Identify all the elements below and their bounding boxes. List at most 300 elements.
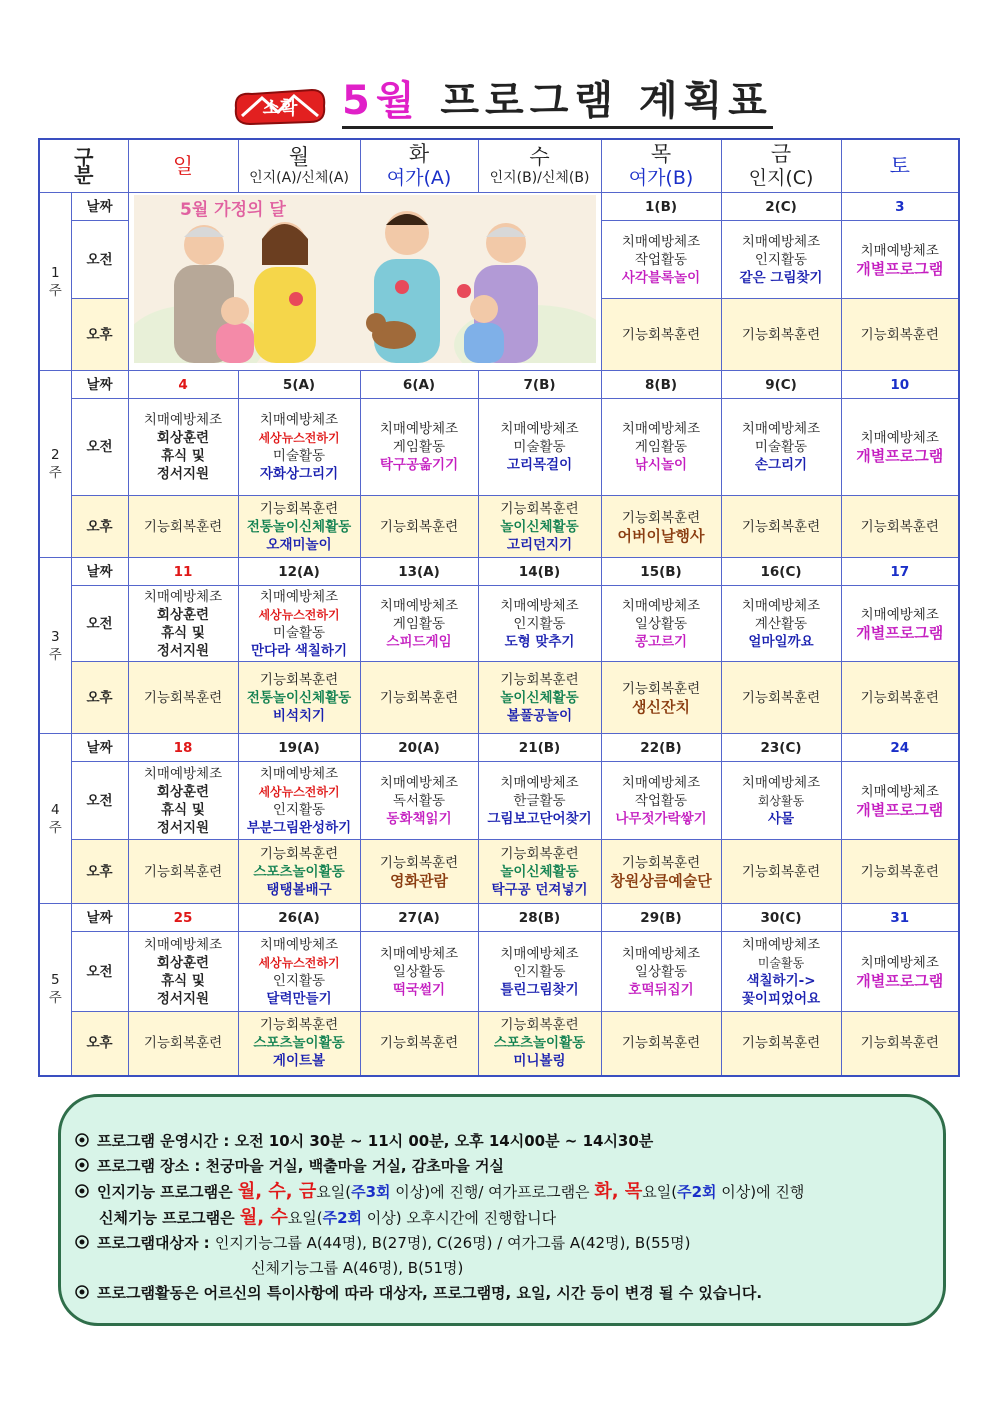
activity-line: 기능회복훈련 xyxy=(860,1035,939,1052)
row-label-date: 날짜 xyxy=(71,734,128,762)
date-label: 18 xyxy=(173,739,193,756)
activity-line: 세상뉴스전하기 xyxy=(258,955,340,970)
activity-line: 정서지원 xyxy=(156,819,210,836)
activity-line: 회상훈련 xyxy=(156,606,210,623)
activity-line: 회상훈련 xyxy=(156,954,210,971)
activity-line: 게임활동 xyxy=(634,439,688,455)
row-label-date: 날짜 xyxy=(71,193,128,221)
activity-line: 회상훈련 xyxy=(156,783,210,800)
am-cell xyxy=(841,221,959,299)
header-day-name: 일 xyxy=(172,154,194,178)
family-illustration-icon xyxy=(134,195,596,363)
activity-line: 치매예방체조 xyxy=(741,936,821,953)
activity-line: 놀이신체활동 xyxy=(500,518,579,535)
activity-line: 틀린그림찾기 xyxy=(500,981,579,998)
date-cell xyxy=(841,904,959,932)
am-cell xyxy=(238,399,360,496)
activity-line: 고리던지기 xyxy=(506,536,573,553)
am-cell xyxy=(841,932,959,1012)
activity-line: 치매예방체조 xyxy=(500,597,579,614)
pm-cell xyxy=(601,840,721,904)
activity-line: 치매예방체조 xyxy=(860,783,939,800)
activity-line: 같은 그림찾기 xyxy=(739,269,823,286)
notice-target-2: 신체기능그룹 A(46명), B(51명) xyxy=(251,1259,464,1277)
date-label: 19(A) xyxy=(278,739,320,756)
header-day-name: 월 xyxy=(288,145,310,169)
date-label: 6(A) xyxy=(402,376,436,393)
activity-line: 기능회복훈련 xyxy=(741,689,821,706)
activity-line: 치매예방체조 xyxy=(259,936,339,953)
bullet-icon xyxy=(75,1133,89,1147)
am-cell xyxy=(841,399,959,496)
activity-line: 기능회복훈련 xyxy=(741,518,821,535)
activity-line: 미술활동 xyxy=(754,439,808,455)
pm-cell xyxy=(721,299,841,371)
activity-line: 미니볼링 xyxy=(513,1053,566,1070)
activity-line: 게임활동 xyxy=(392,439,446,455)
header-day-type: 여가(B) xyxy=(628,167,694,189)
date-label: 16(C) xyxy=(760,563,802,580)
activity-line: 기능회복훈련 xyxy=(860,326,939,343)
activity-line: 치매예방체조 xyxy=(500,774,579,791)
activity-line: 기능회복훈련 xyxy=(500,500,579,517)
activity-line: 비석치기 xyxy=(272,707,326,724)
am-cell xyxy=(238,762,360,840)
activity-line: 정서지원 xyxy=(156,466,210,482)
schedule-table xyxy=(38,138,960,1077)
date-label: 12(A) xyxy=(278,563,320,580)
activity-line: 치매예방체조 xyxy=(621,597,701,614)
pm-cell xyxy=(238,840,360,904)
header-day-5 xyxy=(721,139,841,193)
activity-line: 일상활동 xyxy=(634,963,688,980)
week-label: 2주 xyxy=(39,371,71,558)
activity-line: 도형 맞추기 xyxy=(504,633,575,650)
date-label: 24 xyxy=(890,739,910,756)
activity-line: 한글활동 xyxy=(513,792,566,809)
week-label: 1주 xyxy=(39,193,71,371)
header-day-name: 금 xyxy=(770,142,792,166)
date-label: 10 xyxy=(890,376,910,393)
activity-line: 치매예방체조 xyxy=(860,954,939,971)
bullet-icon xyxy=(75,1285,89,1299)
title-area xyxy=(0,78,992,134)
am-cell xyxy=(601,932,721,1012)
date-label: 8(B) xyxy=(645,376,678,393)
activity-line: 영화관람 xyxy=(390,871,448,890)
activity-line: 작업활동 xyxy=(634,792,688,809)
activity-line: 기능회복훈련 xyxy=(143,689,223,706)
activity-line: 일상활동 xyxy=(634,615,688,632)
bullet-icon xyxy=(75,1235,89,1249)
activity-line: 세상뉴스전하기 xyxy=(258,607,340,622)
activity-line: 치매예방체조 xyxy=(621,421,701,437)
activity-line: 호떡뒤집기 xyxy=(628,981,694,998)
am-cell xyxy=(238,932,360,1012)
header-day-name: 목 xyxy=(650,142,672,166)
am-cell xyxy=(841,586,959,662)
date-label: 30(C) xyxy=(760,909,802,926)
pm-cell xyxy=(841,496,959,558)
activity-line: 인지활동 xyxy=(513,963,566,980)
date-cell xyxy=(360,734,478,762)
activity-line: 탁구공옮기기 xyxy=(379,457,459,473)
activity-line: 기능회복훈련 xyxy=(379,689,459,706)
activity-line: 기능회복훈련 xyxy=(621,680,701,697)
activity-line: 치매예방체조 xyxy=(259,588,339,605)
activity-line: 놀이신체활동 xyxy=(500,689,579,706)
date-cell xyxy=(128,371,238,399)
pm-cell xyxy=(478,1012,601,1076)
title-month: 5월 xyxy=(342,78,421,124)
activity-line: 기능회복훈련 xyxy=(621,854,701,871)
activity-line: 탁구공 던져넣기 xyxy=(491,881,588,898)
activity-line: 치매예방체조 xyxy=(259,765,339,782)
activity-line: 기능회복훈련 xyxy=(741,326,821,343)
activity-line: 전통놀이신체활동 xyxy=(246,518,352,535)
activity-line: 기능회복훈련 xyxy=(621,326,701,343)
pm-cell xyxy=(841,1012,959,1076)
row-label-date: 날짜 xyxy=(71,558,128,586)
am-cell xyxy=(128,762,238,840)
date-cell xyxy=(841,193,959,221)
activity-line: 치매예방체조 xyxy=(143,412,223,428)
activity-line: 독서활동 xyxy=(392,792,446,809)
notice-place: 프로그램 장소 : 천궁마을 거실, 백출마을 거실, 감초마을 거실 xyxy=(75,1154,919,1179)
activity-line: 떡국썰기 xyxy=(392,981,446,998)
date-label: 23(C) xyxy=(760,739,802,756)
date-label: 13(A) xyxy=(398,563,440,580)
activity-line: 나무젓가락쌓기 xyxy=(615,810,707,827)
pm-cell xyxy=(360,496,478,558)
activity-line: 놀이신체활동 xyxy=(500,863,579,880)
pm-cell xyxy=(601,299,721,371)
date-cell xyxy=(238,904,360,932)
date-cell xyxy=(478,734,601,762)
am-cell xyxy=(478,586,601,662)
notice-physical: 신체기능 프로그램은 월, 수요일(주2회 이상) 오후시간에 진행합니다 xyxy=(99,1207,557,1228)
date-cell xyxy=(360,904,478,932)
activity-line: 인지활동 xyxy=(513,615,566,632)
activity-line: 치매예방체조 xyxy=(143,936,223,953)
activity-line: 기능회복훈련 xyxy=(860,689,939,706)
date-label: 28(B) xyxy=(518,909,561,926)
date-cell xyxy=(841,558,959,586)
date-label: 4 xyxy=(178,376,188,393)
pm-cell xyxy=(721,840,841,904)
activity-line: 스포츠놀이활동 xyxy=(493,1035,586,1052)
notice-target: 프로그램대상자 : 인지기능그룹 A(44명), B(27명), C(26명) / 여가그룹 A(42명), B(55명) xyxy=(75,1231,919,1256)
date-cell xyxy=(841,734,959,762)
date-cell xyxy=(128,734,238,762)
activity-line: 치매예방체조 xyxy=(621,233,701,250)
pm-cell xyxy=(360,1012,478,1076)
pm-cell xyxy=(721,496,841,558)
header-day-name: 토 xyxy=(889,154,910,178)
activity-line: 작업활동 xyxy=(634,251,688,268)
pm-cell xyxy=(721,662,841,734)
pm-cell xyxy=(128,662,238,734)
header-day-0 xyxy=(128,139,238,193)
activity-line: 계산활동 xyxy=(754,615,808,632)
activity-line: 치매예방체조 xyxy=(741,597,821,614)
date-cell xyxy=(601,734,721,762)
date-label: 15(B) xyxy=(640,563,682,580)
date-label: 26(A) xyxy=(278,909,320,926)
activity-line: 기능회복훈련 xyxy=(259,845,339,862)
activity-line: 콩고르기 xyxy=(634,633,688,650)
activity-line: 스피드게임 xyxy=(386,633,452,650)
date-label: 1(B) xyxy=(645,198,678,215)
header-day-name: 수 xyxy=(529,145,550,169)
date-cell xyxy=(601,193,721,221)
date-cell xyxy=(478,904,601,932)
family-month-banner xyxy=(128,193,601,371)
am-cell xyxy=(721,586,841,662)
am-cell xyxy=(601,221,721,299)
am-cell xyxy=(841,762,959,840)
activity-line: 기능회복훈련 xyxy=(143,863,223,880)
activity-line: 미술활동 xyxy=(272,624,326,641)
activity-line: 손그리기 xyxy=(754,457,808,473)
row-label-pm: 오후 xyxy=(71,299,128,371)
activity-line: 인지활동 xyxy=(272,801,326,818)
header-day-6 xyxy=(841,139,959,193)
activity-line: 정서지원 xyxy=(156,990,210,1007)
activity-line: 스포츠놀이활동 xyxy=(253,863,345,880)
header-day-type: 여가(A) xyxy=(386,167,452,189)
activity-line: 기능회복훈련 xyxy=(379,1035,459,1052)
date-label: 22(B) xyxy=(640,739,682,756)
activity-line: 회상활동 xyxy=(757,793,805,808)
activity-line: 기능회복훈련 xyxy=(379,518,459,535)
date-cell xyxy=(721,734,841,762)
activity-line: 휴식 및 xyxy=(161,801,205,818)
header-day-1 xyxy=(238,139,360,193)
activity-line: 볼풀공놀이 xyxy=(506,707,573,724)
date-cell xyxy=(601,904,721,932)
pm-cell xyxy=(238,496,360,558)
row-label-am: 오전 xyxy=(71,586,128,662)
date-label: 20(A) xyxy=(398,739,440,756)
pm-cell xyxy=(360,662,478,734)
date-cell xyxy=(238,371,360,399)
pm-cell xyxy=(360,840,478,904)
activity-line: 회상훈련 xyxy=(156,430,210,446)
am-cell xyxy=(128,586,238,662)
pm-cell xyxy=(841,299,959,371)
date-label: 9(C) xyxy=(765,376,797,393)
activity-line: 사각블록놀이 xyxy=(621,269,701,286)
activity-line: 스포츠놀이활동 xyxy=(253,1035,345,1052)
date-label: 31 xyxy=(890,909,910,926)
date-cell xyxy=(721,193,841,221)
pm-cell xyxy=(128,496,238,558)
header-gubun: 구 분 xyxy=(39,139,128,193)
activity-line: 기능회복훈련 xyxy=(741,1035,821,1052)
activity-line: 치매예방체조 xyxy=(379,421,459,437)
row-label-am: 오전 xyxy=(71,762,128,840)
date-label: 21(B) xyxy=(518,739,561,756)
activity-line: 기능회복훈련 xyxy=(741,863,821,880)
bullet-icon xyxy=(75,1158,89,1172)
date-label: 11 xyxy=(173,563,193,580)
activity-line: 기능회복훈련 xyxy=(259,1017,339,1034)
activity-line: 개별프로그램 xyxy=(856,800,944,819)
activity-line: 그림보고단어찾기 xyxy=(487,810,592,827)
pm-cell xyxy=(128,840,238,904)
am-cell xyxy=(360,932,478,1012)
activity-line: 미술활동 xyxy=(513,439,566,455)
activity-line: 게이트볼 xyxy=(272,1053,326,1070)
date-cell xyxy=(721,371,841,399)
activity-line: 탱탱볼배구 xyxy=(266,881,332,898)
am-cell xyxy=(601,586,721,662)
date-cell xyxy=(721,904,841,932)
activity-line: 치매예방체조 xyxy=(143,765,223,782)
date-cell xyxy=(128,558,238,586)
activity-line: 치매예방체조 xyxy=(379,774,459,791)
pm-cell xyxy=(601,1012,721,1076)
date-label: 3 xyxy=(895,198,905,215)
activity-line: 개별프로그램 xyxy=(856,259,944,278)
activity-line: 만다라 색칠하기 xyxy=(251,642,348,659)
date-label: 5(A) xyxy=(282,376,316,393)
activity-line: 치매예방체조 xyxy=(500,421,579,437)
am-cell xyxy=(478,399,601,496)
header-day-type: 인지(B)/신체(B) xyxy=(489,170,590,186)
activity-line: 인지활동 xyxy=(754,251,808,268)
date-cell xyxy=(128,904,238,932)
am-cell xyxy=(721,221,841,299)
activity-line: 기능회복훈련 xyxy=(860,863,939,880)
row-label-am: 오전 xyxy=(71,399,128,496)
activity-line: 일상활동 xyxy=(392,963,446,980)
date-label: 17 xyxy=(890,563,910,580)
activity-line: 자화상그리기 xyxy=(259,466,339,482)
am-cell xyxy=(601,762,721,840)
am-cell xyxy=(601,399,721,496)
activity-line: 치매예방체조 xyxy=(860,242,939,259)
activity-line: 미술활동 xyxy=(272,448,326,464)
activity-line: 기능회복훈련 xyxy=(259,671,339,688)
activity-line: 기능회복훈련 xyxy=(143,1035,223,1052)
activity-line: 기능회복훈련 xyxy=(259,500,339,517)
date-label: 14(B) xyxy=(518,563,561,580)
date-cell xyxy=(721,558,841,586)
page-title xyxy=(342,78,773,129)
week-label: 3주 xyxy=(39,558,71,734)
am-cell xyxy=(721,399,841,496)
date-label: 29(B) xyxy=(640,909,682,926)
activity-line: 기능회복훈련 xyxy=(621,1035,701,1052)
row-label-date: 날짜 xyxy=(71,904,128,932)
activity-line: 개별프로그램 xyxy=(856,971,944,990)
header-day-name: 화 xyxy=(408,142,430,166)
row-label-pm: 오후 xyxy=(71,496,128,558)
date-cell xyxy=(601,558,721,586)
activity-line: 기능회복훈련 xyxy=(621,509,701,526)
activity-line: 치매예방체조 xyxy=(500,945,579,962)
pm-cell xyxy=(238,1012,360,1076)
pm-cell xyxy=(841,662,959,734)
date-cell xyxy=(238,558,360,586)
activity-line: 기능회복훈련 xyxy=(143,518,223,535)
activity-line: 기능회복훈련 xyxy=(379,854,459,871)
header-day-4 xyxy=(601,139,721,193)
bullet-icon xyxy=(75,1184,89,1198)
header-day-2 xyxy=(360,139,478,193)
date-label: 25 xyxy=(173,909,193,926)
activity-line: 정서지원 xyxy=(156,642,210,659)
activity-line: 기능회복훈련 xyxy=(860,518,939,535)
activity-line: 기능회복훈련 xyxy=(500,1017,579,1034)
am-cell xyxy=(721,932,841,1012)
activity-line: 생신잔치 xyxy=(632,697,690,716)
logo-badge-icon xyxy=(232,86,328,126)
activity-line: 개별프로그램 xyxy=(856,447,944,465)
am-cell xyxy=(360,586,478,662)
row-label-date: 날짜 xyxy=(71,371,128,399)
notice-cognitive: 인지기능 프로그램은 월, 수, 금요일(주3회 이상)에 진행/ 여가프로그램은 화, 목요일(주2회 이상)에 진행 xyxy=(75,1179,919,1205)
week-label: 4주 xyxy=(39,734,71,904)
activity-line: 치매예방체조 xyxy=(259,412,339,428)
header-day-type: 인지(C) xyxy=(748,167,814,189)
activity-line: 낚시놀이 xyxy=(634,457,688,473)
activity-line: 오재미놀이 xyxy=(266,536,332,553)
date-cell xyxy=(238,734,360,762)
activity-line: 치매예방체조 xyxy=(741,421,821,437)
am-cell xyxy=(128,932,238,1012)
pm-cell xyxy=(128,1012,238,1076)
activity-line: 사물 xyxy=(767,810,795,827)
date-cell xyxy=(360,371,478,399)
pm-cell xyxy=(478,662,601,734)
date-label: 27(A) xyxy=(398,909,440,926)
pm-cell xyxy=(721,1012,841,1076)
am-cell xyxy=(721,762,841,840)
activity-line: 꽃이피었어요 xyxy=(741,990,821,1007)
activity-line: 휴식 및 xyxy=(161,624,205,641)
activity-line: 치매예방체조 xyxy=(621,774,701,791)
activity-line: 인지활동 xyxy=(272,972,326,989)
activity-line: 치매예방체조 xyxy=(379,597,459,614)
activity-line: 부분그림완성하기 xyxy=(246,819,352,836)
am-cell xyxy=(238,586,360,662)
am-cell xyxy=(128,399,238,496)
activity-line: 개별프로그램 xyxy=(856,623,944,642)
activity-line: 치매예방체조 xyxy=(143,588,223,605)
activity-line: 미술활동 xyxy=(757,955,805,970)
am-cell xyxy=(360,399,478,496)
notice-box xyxy=(58,1094,946,1326)
notice-time: 프로그램 운영시간 : 오전 10시 30분 ~ 11시 00분, 오후 14시00분 ~ 14시30분 xyxy=(75,1129,919,1154)
activity-line: 얼마일까요 xyxy=(748,633,814,650)
row-label-pm: 오후 xyxy=(71,662,128,734)
pm-cell xyxy=(478,496,601,558)
row-label-pm: 오후 xyxy=(71,840,128,904)
date-cell xyxy=(478,371,601,399)
pm-cell xyxy=(601,662,721,734)
row-label-pm: 오후 xyxy=(71,1012,128,1076)
activity-line: 치매예방체조 xyxy=(860,430,939,446)
date-cell xyxy=(478,558,601,586)
banner-caption: 5월 가정의 달 xyxy=(179,200,286,220)
pm-cell xyxy=(478,840,601,904)
am-cell xyxy=(360,762,478,840)
activity-line: 치매예방체조 xyxy=(621,945,701,962)
activity-line: 치매예방체조 xyxy=(741,233,821,250)
